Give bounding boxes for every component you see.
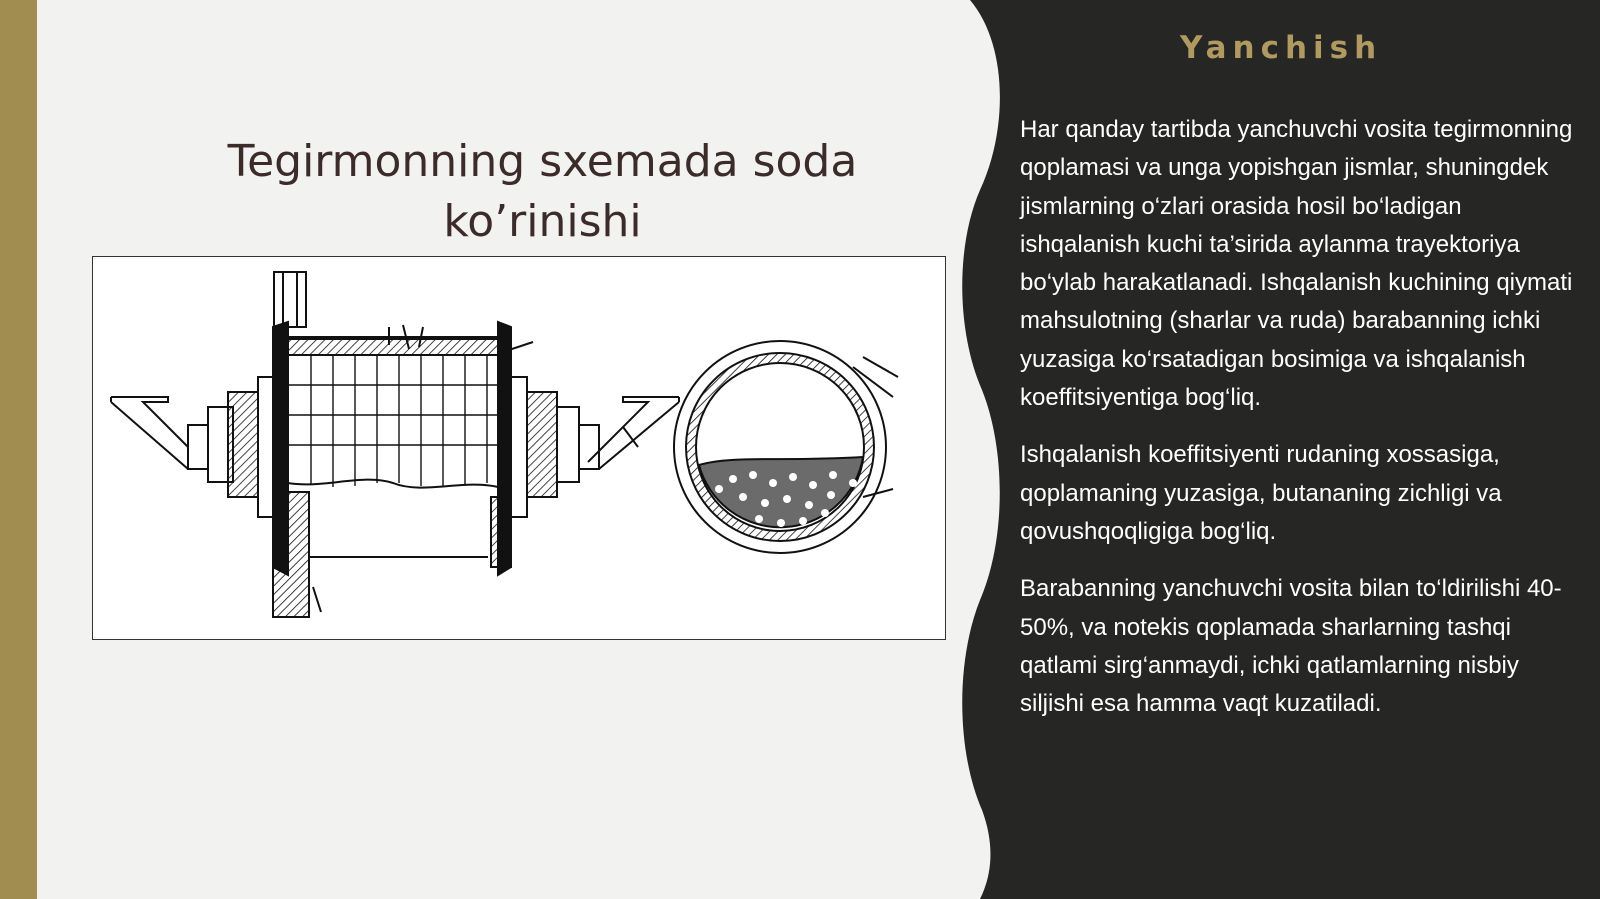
mill-schematic-drawing xyxy=(93,257,944,638)
paragraph-1: Har qanday tartibda yanchuvchi vosita tegirmonning qoplamasi va unga yopishgan jismlar, shuningdek jismlarning o‘zlari orasida hosil bo‘ladigan ishqalanish kuchi ta’sirida aylanma trayektoriya bo‘ylab harakatlanadi. Ishqalanish kuchining qiymati mahsulotning (sharlar va ruda) barabanning ichki yuzasiga ko‘rsatadigan bosimiga va ishqalanish koeffitsiyentiga bog‘liq. xyxy=(1020,116,1573,412)
paragraph-2: Ishqalanish koeffitsiyenti rudaning xossasiga, qoplamaning yuzasiga, butananing zichligi va qovushqoqligiga bog‘liq. xyxy=(1020,441,1502,545)
panel-heading: Yanchish xyxy=(1180,30,1383,66)
mill-diagram-figure xyxy=(92,256,946,640)
slide-title: Tegirmonning sxemada soda ko’rinishi xyxy=(227,136,858,247)
paragraph-3: Barabanning yanchuvchi vosita bilan to‘ldirilishi 40-50%, va notekis qoplamada sharlarning tashqi qatlami sirg‘anmaydi, ichki qatlamlarning nisbiy siljishi esa hamma vaqt kuzatiladi. xyxy=(1020,575,1562,718)
panel-body-text xyxy=(1020,111,1580,742)
